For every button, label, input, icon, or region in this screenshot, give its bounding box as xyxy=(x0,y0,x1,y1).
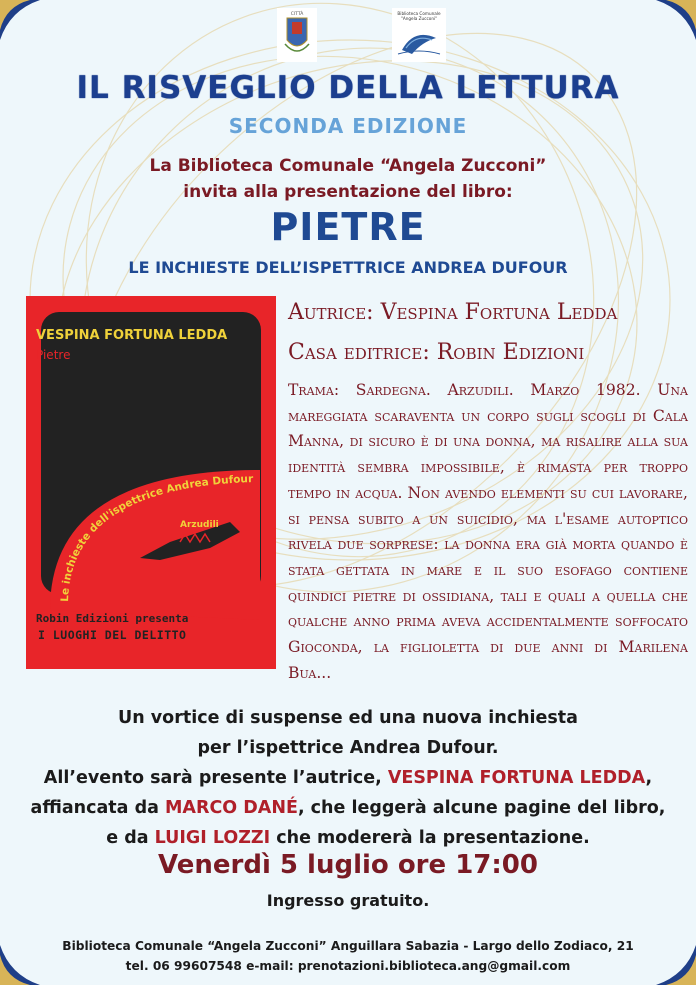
book-subtitle: LE INCHIESTE DELL’ISPETTRICE ANDREA DUFOUR xyxy=(128,258,568,277)
event-subtitle: SECONDA EDIZIONE xyxy=(228,114,468,138)
line4-text: affiancata da xyxy=(30,798,166,818)
description-line-1: Un vortice di suspense ed una nuova inchiesta xyxy=(118,708,578,728)
description-line-5 xyxy=(0,823,696,853)
cover-brand: Arzudili xyxy=(180,520,219,530)
book-author: Autrice: Vespina Fortuna Ledda xyxy=(288,300,618,325)
logos xyxy=(0,8,696,64)
cover-title: Pietre xyxy=(36,348,71,362)
description-line-2: per l’ispettrice Andrea Dufour. xyxy=(197,738,499,758)
library-logo xyxy=(392,8,446,62)
event-title: IL RISVEGLIO DELLA LETTURA xyxy=(76,70,620,106)
intro-line-1: La Biblioteca Comunale “Angela Zucconi” xyxy=(149,156,547,176)
intro-text xyxy=(0,153,696,205)
cover-series-arc: Le inchieste dell'ispettrice Andrea Dufour xyxy=(58,473,254,603)
book-publisher: Casa editrice: Robin Edizioni xyxy=(288,340,585,365)
reader-name: MARCO DANÉ xyxy=(165,798,298,818)
footer-address: Biblioteca Comunale “Angela Zucconi” Anguillara Sabazia - Largo dello Zodiaco, 21 xyxy=(62,939,634,953)
intro-line-2: invita alla presentazione del libro: xyxy=(183,182,513,202)
footer xyxy=(0,936,696,976)
book-title: PIETRE xyxy=(270,205,426,249)
cover-series: I LUOGHI DEL DELITTO xyxy=(38,628,187,642)
cover-artwork xyxy=(30,430,270,620)
cover-author: VESPINA FORTUNA LEDDA xyxy=(36,328,228,343)
city-crest-logo xyxy=(277,8,317,62)
line4-rest: , che leggerà alcune pagine del libro, xyxy=(297,798,666,818)
moderator-name: LUIGI LOZZI xyxy=(154,828,271,848)
cover-presents: Robin Edizioni presenta xyxy=(36,612,189,625)
svg-text:Biblioteca Comunale: Biblioteca Comunale xyxy=(397,11,441,16)
svg-text:CITTÀ: CITTÀ xyxy=(290,12,304,17)
line3-punct: , xyxy=(645,768,653,788)
line5-text: e da xyxy=(106,828,155,848)
book-plot: Trama: Sardegna. Arzudili. Marzo 1982. Una mareggiata scaraventa un corpo sugli scogli di Cala Manna, di sicuro è di una donna, ma risalire alla sua identità sembra impossibile, è rimasta per troppo tempo in acqua. Non avendo elementi su cui lavorare, si pensa subito a un suicidio, ma l'esame autoptico rivela due sorprese: la donna era già morta quando è stata gettata in mare e il suo esofago contiene quindici pietre di ossidiana, tali e quali a quella che qualche anno prima aveva accidentalmente soffocato Gioconda, la figlioletta di due anni di Marilena Bua... xyxy=(288,381,688,682)
entry-info: Ingresso gratuito. xyxy=(266,891,430,910)
line5-rest: che modererà la presentazione. xyxy=(270,828,590,848)
author-name: VESPINA FORTUNA LEDDA xyxy=(387,768,646,788)
event-description xyxy=(0,703,696,853)
description-line-4 xyxy=(0,793,696,823)
svg-text:"Angela Zucconi": "Angela Zucconi" xyxy=(400,16,438,21)
footer-contacts: tel. 06 99607548 e-mail: prenotazioni.biblioteca.ang@gmail.com xyxy=(125,959,571,973)
event-date: Venerdì 5 luglio ore 17:00 xyxy=(158,850,538,880)
description-line-3 xyxy=(0,763,696,793)
line3-text: All’evento sarà presente l’autrice, xyxy=(43,768,388,788)
